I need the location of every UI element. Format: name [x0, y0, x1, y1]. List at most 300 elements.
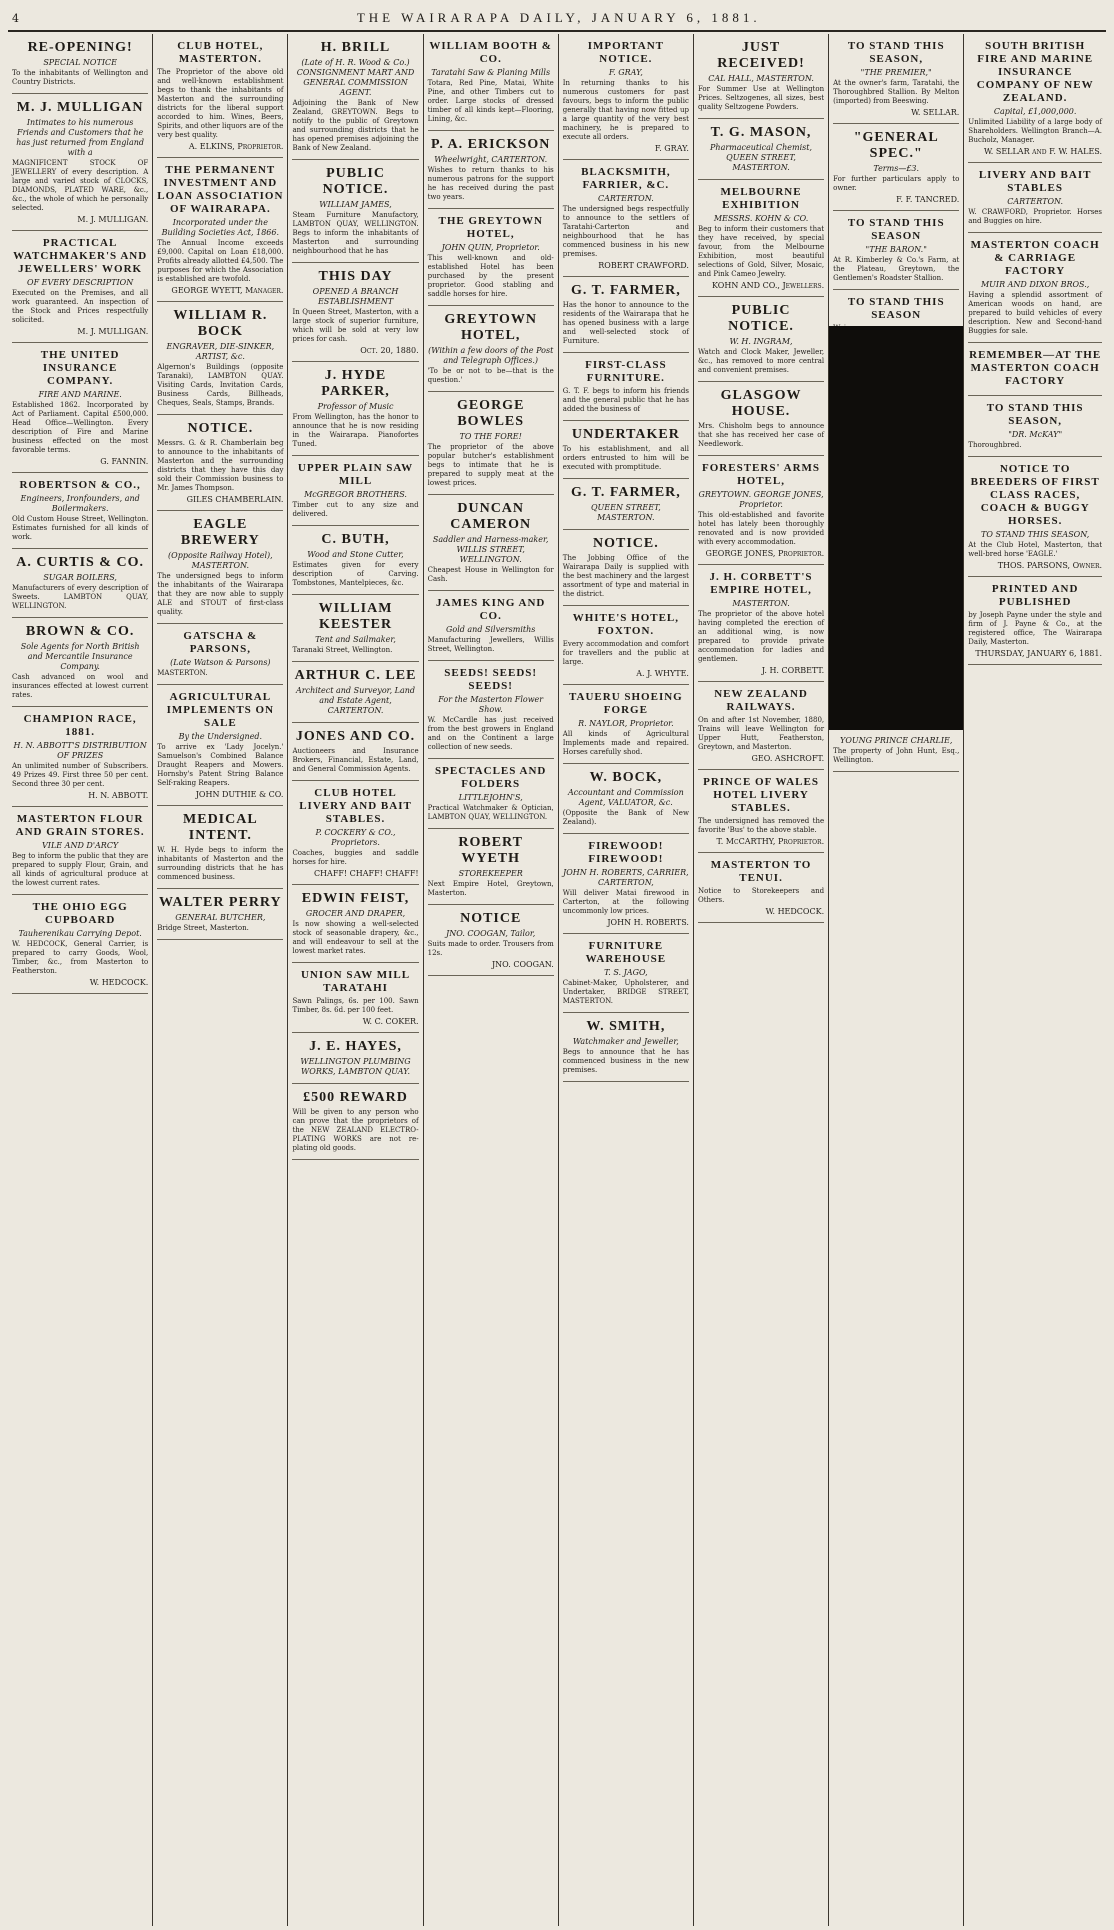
ad-body: The undersigned begs to inform the inhabitants of the Wairarapa that they are now able to supply ALE and STOUT of first-class quality.: [157, 572, 284, 616]
ad-body: In returning thanks to his numerous customers for past favours, begs to inform the public generally that having now fitted up a large quantity of the very best machinery, he is prepared to execute all orders.: [562, 79, 689, 141]
ad-title: J. E. HAYES,: [309, 1039, 402, 1054]
ad-subtitle: GREYTOWN. GEORGE JONES, Proprietor.: [698, 490, 824, 509]
advertisement: [833, 124, 959, 211]
advertisement: [563, 1013, 689, 1082]
ad-title: BROWN & CO.: [25, 624, 135, 639]
ad-title: UNDERTAKER: [571, 427, 680, 442]
masthead: [8, 6, 1106, 32]
advertisement: [292, 160, 418, 263]
ad-subtitle: Tent and Sailmaker,: [315, 635, 396, 644]
ad-signature: JNO. COOGAN.: [491, 960, 554, 969]
ad-title: THE PERMANENT INVESTMENT AND LOAN ASSOCIATION OF WAIRARAPA.: [157, 164, 284, 215]
ad-title: ROBERTSON & CO.,: [19, 479, 141, 491]
ad-body: Auctioneers and Insurance Brokers, Financial, Estate, Land, and General Commission Agents.: [292, 747, 419, 773]
advertisement: [157, 415, 283, 511]
ad-subtitle: ENGRAVER, DIE-SINKER, ARTIST, &c.: [166, 342, 275, 361]
ad-subtitle: H. N. ABBOTT'S DISTRIBUTION OF PRIZES: [13, 741, 147, 760]
ad-title: MELBOURNE EXHIBITION: [720, 186, 802, 211]
ad-subtitle: STOREKEEPER: [458, 869, 523, 878]
ad-body: Taranaki Street, Wellington.: [292, 646, 393, 654]
page-number: 4: [12, 11, 22, 25]
advertisement: [292, 781, 418, 885]
redacted-block: [829, 326, 964, 730]
ad-body: At R. Kimberley & Co.'s Farm, at the Plateau, Greytown, the Gentlemen's Roadster Stallion.: [833, 256, 960, 282]
advertisement: [157, 34, 283, 158]
ad-body: W. CRAWFORD, Proprietor. Horses and Buggies on hire.: [968, 208, 1103, 225]
ad-title: ARTHUR C. LEE: [294, 668, 417, 683]
ad-subtitle: For the Masterton Flower Show.: [438, 695, 544, 714]
column-3: [288, 34, 423, 1926]
advertisement: [563, 530, 689, 606]
ad-subtitle: R. NAYLOR, Proprietor.: [578, 719, 674, 728]
ad-title: A. CURTIS & CO.: [16, 555, 144, 570]
ad-subtitle: P. COCKERY & CO., Proprietors.: [315, 828, 396, 847]
ad-body: Manufacturers of every description of Sweets. LAMBTON QUAY, WELLINGTON.: [12, 584, 149, 610]
ad-signature: F. F. TANCRED.: [896, 195, 960, 204]
ad-title: AGRICULTURAL IMPLEMENTS ON SALE: [166, 691, 275, 729]
ad-title: H. BRILL: [320, 40, 391, 55]
ad-body: Begs to announce that he has commenced business in the new premises.: [562, 1048, 689, 1074]
ad-title: T. G. MASON,: [710, 125, 812, 140]
advertisement: [428, 661, 554, 759]
ad-body: Beg to inform their customers that they have received, by special favour, from the Melbourne Exhibition, most beautiful selections of Gold, Silver, Mosaic, and Pink Cameo Jewelry.: [697, 225, 825, 278]
advertisement: [563, 479, 689, 530]
ad-subtitle: Taratahi Saw & Planing Mills: [431, 68, 551, 77]
ad-subtitle: Professor of Music: [317, 402, 394, 411]
ad-subtitle: Tauherenikau Carrying Depot.: [18, 929, 142, 938]
advertisement: [12, 895, 148, 994]
advertisement: [292, 456, 418, 526]
ad-body: Coaches, buggies and saddle horses for hire.: [292, 849, 419, 866]
ad-signature: KOHN AND CO., Jewellers.: [712, 281, 825, 290]
ad-subtitle: MESSRS. KOHN & CO.: [713, 214, 809, 223]
advertisement: [292, 263, 418, 362]
advertisement: [698, 853, 824, 923]
ad-body: Estimates given for every description of Carving. Tombstones, Mantelpieces, &c.: [292, 561, 419, 587]
ad-body: Will deliver Matai firewood in Carterton, at the following uncommonly low prices.: [562, 889, 689, 915]
ad-subtitle: Engineers, Ironfounders, and Boilermakers.: [20, 494, 140, 513]
advertisement: [563, 834, 689, 934]
ad-title: TO STAND THIS SEASON: [847, 296, 945, 321]
ad-body: W. McCardle has just received from the best growers in England and on the Continent a large collection of new seeds.: [427, 716, 554, 751]
ad-title: PUBLIC NOTICE.: [728, 303, 794, 334]
ad-subtitle: Accountant and Commission Agent, VALUATOR, &c.: [567, 788, 684, 807]
advertisement: [563, 421, 689, 479]
advertisement: [833, 34, 959, 124]
ad-subtitle: Sole Agents for North British and Mercantile Insurance Company.: [20, 642, 140, 671]
ad-subtitle: WELLINGTON PLUMBING WORKS, LAMBTON QUAY.: [300, 1057, 411, 1076]
advertisement: [698, 770, 824, 853]
ad-title: SPECTACLES AND FOLDERS: [435, 765, 547, 790]
advertisement: [563, 353, 689, 421]
advertisement: [698, 682, 824, 770]
advertisement: [428, 392, 554, 495]
advertisement: [698, 297, 824, 382]
advertisement: [292, 34, 418, 160]
advertisement: [698, 119, 824, 180]
ad-body: The undersigned begs respectfully to announce to the settlers of Taratahi-Carterton and neighbourhood that he has commenced business in his new premises.: [562, 205, 689, 258]
ad-subtitle: OPENED A BRANCH ESTABLISHMENT: [312, 287, 399, 306]
advertisement: [292, 885, 418, 963]
advertisement: [968, 163, 1102, 233]
column-8: [964, 34, 1106, 1926]
ad-subtitle: GROCER AND DRAPER,: [305, 909, 406, 918]
column-2: [153, 34, 288, 1926]
advertisement: [12, 94, 148, 231]
advertisement: [12, 807, 148, 895]
ad-body: (Opposite the Bank of New Zealand).: [562, 809, 689, 826]
ad-title: GLASGOW HOUSE.: [720, 388, 802, 419]
ad-signature: W. HEDCOCK.: [765, 907, 825, 916]
advertisement: [428, 209, 554, 306]
ad-body: MAGNIFICENT STOCK OF JEWELLERY of every description. A large and varied stock of CLOCKS, DIAMONDS, PLATED WARE, &c., &c., the whole of which he personally selected.: [12, 159, 149, 212]
ad-signature: GEO. ASHCROFT.: [751, 754, 825, 763]
advertisement: [968, 457, 1102, 577]
advertisement: [292, 662, 418, 723]
ad-body: At the Club Hotel, Masterton, that well-bred horse 'EAGLE.': [968, 541, 1103, 558]
ad-body: Steam Furniture Manufactory, LAMBTON QUAY, WELLINGTON. Begs to inform the inhabitants of Masterton and surrounding neighbourhood that he has: [292, 211, 419, 255]
ad-signature: ROBERT CRAWFORD.: [598, 261, 689, 270]
advertisement: [12, 707, 148, 807]
advertisement: [968, 396, 1102, 457]
advertisement: [157, 511, 283, 624]
ad-subtitle: Architect and Surveyor, Land and Estate Agent, CARTERTON.: [296, 686, 416, 715]
ad-signature: H. N. ABBOTT.: [88, 791, 149, 800]
ad-subtitle: (Late of H. R. Wood & Co.) CONSIGNMENT MART AND GENERAL COMMISSION AGENT.: [296, 58, 415, 97]
ad-body: Next Empire Hotel, Greytown, Masterton.: [427, 880, 554, 897]
ad-subtitle: TO THE FORE!: [459, 432, 522, 441]
ad-title: JAMES KING AND CO.: [436, 597, 546, 622]
ad-title: RE-OPENING!: [27, 40, 133, 55]
ad-body: To his establishment, and all orders entrusted to him will be executed with promptitude.: [562, 445, 689, 471]
advertisement: [157, 806, 283, 889]
ad-title: W. SMITH,: [586, 1019, 666, 1034]
ad-body: To the inhabitants of Wellington and Country Districts.: [12, 69, 149, 86]
ad-title: WILLIAM KEESTER: [318, 601, 393, 632]
ad-subtitle: QUEEN STREET, MASTERTON.: [590, 503, 661, 522]
ad-body: Practical Watchmaker & Optician, LAMBTON QUAY, WELLINGTON.: [427, 804, 554, 821]
ad-signature: CHAFF! CHAFF! CHAFF!: [313, 869, 419, 878]
ad-body: Has the honor to announce to the residents of the Wairarapa that he has opened business with a large and well-selected stock of Furniture.: [562, 301, 689, 345]
ad-title: J. HYDE PARKER,: [321, 368, 390, 399]
ad-subtitle: SUGAR BOILERS,: [43, 573, 117, 582]
advertisement: [157, 158, 283, 302]
ad-body: Thoroughbred.: [968, 441, 1022, 449]
ad-title: GATSCHA & PARSONS,: [183, 630, 258, 655]
ad-subtitle: VILE AND D'ARCY: [42, 841, 119, 850]
advertisement: [968, 343, 1102, 396]
ad-body: The Proprietor of the above old and well-known establishment begs to thank the inhabitants of Masterton and the surrounding districts for the liberal support accorded to him. Wines, Beers, Spirits, and other liquors are of the very best quality.: [157, 68, 284, 139]
ad-body: Suits made to order. Trousers from 12s.: [427, 940, 554, 957]
ad-body: An unlimited number of Subscribers. 49 Prizes 49. First three 50 per cent. Second three 30 per cent.: [12, 762, 149, 788]
advertisement: [563, 764, 689, 834]
ad-subtitle: YOUNG PRINCE CHARLIE,: [840, 736, 953, 745]
ad-body: MASTERTON.: [157, 669, 208, 677]
ad-body: For further particulars apply to owner.: [833, 175, 960, 192]
advertisement: [968, 577, 1102, 665]
ad-title: THE UNITED INSURANCE COMPANY.: [40, 349, 120, 387]
ad-title: CLUB HOTEL, MASTERTON.: [177, 40, 264, 65]
ad-subtitle: "THE BARON.": [865, 245, 927, 254]
advertisement: [428, 759, 554, 829]
ad-title: G. T. FARMER,: [570, 283, 681, 298]
ad-title: C. BUTH,: [321, 532, 390, 547]
ad-body: At the owner's farm, Taratahi, the Thoroughbred Stallion. By Melton (imported) from Beeswing.: [833, 79, 960, 105]
ad-signature: JOHN DUTHIE & CO.: [195, 790, 284, 799]
advertisement: [12, 231, 148, 343]
advertisement: [563, 34, 689, 160]
ad-body: Cabinet-Maker, Upholsterer, and Undertaker, BRIDGE STREET, MASTERTON.: [562, 979, 689, 1005]
ad-title: DUNCAN CAMERON: [450, 501, 532, 532]
ad-title: PUBLIC NOTICE.: [322, 166, 389, 197]
ad-subtitle: TO STAND THIS SEASON,: [981, 530, 1090, 539]
ad-subtitle: Watchmaker and Jeweller,: [572, 1037, 679, 1046]
ad-subtitle: By the Undersigned.: [178, 732, 263, 741]
ad-subtitle: Incorporated under the Building Societies Act, 1866.: [161, 218, 280, 237]
ad-body: 'To be or not to be—that is the question.': [427, 367, 554, 384]
ad-subtitle: Saddler and Harness-maker, WILLIS STREET, WELLINGTON.: [432, 535, 549, 564]
ad-title: JONES AND CO.: [295, 729, 416, 744]
ad-body: Every accommodation and comfort for travellers and the public at large.: [562, 640, 689, 666]
ad-body: Sawn Palings, 6s. per 100. Sawn Timber, 8s. 6d. per 100 feet.: [292, 997, 419, 1014]
ad-title: MEDICAL INTENT.: [183, 812, 258, 843]
ad-subtitle: JOHN H. ROBERTS, CARRIER, CARTERTON,: [563, 868, 689, 887]
ad-body: Totara, Red Pine, Matai, White Pine, and other Timbers cut to order. Large stocks of dressed timber of all kinds kept—Flooring, Lining, &c.: [427, 79, 554, 123]
ad-signature: THURSDAY, JANUARY 6, 1881.: [975, 649, 1103, 658]
ad-body: Algernon's Buildings (opposite Taranaki), LAMBTON QUAY. Visiting Cards, Invitation Cards, Business Cards, Billheads, Cheques, Seals, Stamps, Brands.: [157, 363, 284, 407]
ad-signature: GEORGE WYETT, Manager.: [171, 286, 284, 295]
ad-subtitle: W. H. INGRAM,: [729, 337, 793, 346]
advertisement: [12, 34, 148, 94]
ad-title: "GENERAL SPEC.": [853, 130, 939, 161]
advertisement: [292, 1033, 418, 1084]
ad-signature: G. FANNIN.: [100, 457, 149, 466]
advertisement: [157, 624, 283, 685]
advertisement: [428, 829, 554, 905]
masthead-spacer: [1096, 12, 1103, 25]
ad-title: PRINTED AND PUBLISHED: [991, 583, 1079, 608]
ad-title: LIVERY AND BAIT STABLES: [978, 169, 1092, 194]
ad-body: W. H. Hyde begs to inform the inhabitants of Masterton and the surrounding districts that he has commenced business.: [157, 846, 284, 881]
ad-subtitle: Wood and Stone Cutter,: [307, 550, 404, 559]
ad-subtitle: (Opposite Railway Hotel), MASTERTON.: [168, 551, 273, 570]
ad-title: MASTERTON FLOUR AND GRAIN STORES.: [15, 813, 145, 838]
ad-signature: A. J. WHYTE.: [636, 669, 689, 678]
advertisement: [698, 180, 824, 297]
advertisement: [292, 362, 418, 456]
advertisement: [698, 382, 824, 456]
ad-signature: A. ELKINS, Proprietor.: [188, 142, 284, 151]
ad-title: ROBERT WYETH: [458, 835, 524, 866]
ad-title: TO STAND THIS SEASON: [847, 217, 945, 242]
ad-subtitle: "DR. McKAY": [1008, 430, 1063, 439]
ad-body: Wishes to return thanks to his numerous patrons for the support he has received during the past two years.: [427, 166, 554, 201]
ad-title: SOUTH BRITISH FIRE AND MARINE INSURANCE COMPANY OF NEW ZEALAND.: [976, 40, 1094, 104]
ad-subtitle: Gold and Silversmiths: [445, 625, 536, 634]
advertisement: [563, 160, 689, 277]
ad-subtitle: JNO. COOGAN, Tailor,: [446, 929, 536, 938]
advertisement: [428, 306, 554, 392]
ad-body: The Annual Income exceeds £9,000. Capital on Loan £18,000. Profits already allotted £4,500. The purposes for which the Association is established are twofold.: [157, 239, 284, 283]
ad-subtitle: T. S. JAGO,: [604, 968, 648, 977]
ad-title: MASTERTON TO TENUI.: [710, 859, 812, 884]
ad-title: THE GREYTOWN HOTEL,: [438, 215, 543, 240]
ad-title: SEEDS! SEEDS! SEEDS!: [444, 667, 538, 692]
ad-subtitle: CARTERTON.: [1007, 197, 1064, 206]
ad-body: Adjoining the Bank of New Zealand, GREYTOWN. Begs to notify to the public of Greytown and surrounding districts that he has opened premises adjoining the Bank of New Zealand.: [292, 99, 419, 152]
ad-title: UPPER PLAIN SAW MILL: [297, 462, 414, 487]
ad-subtitle: MUIR AND DIXON BROS.,: [980, 280, 1090, 289]
ad-signature: W. C. COKER.: [362, 1017, 419, 1026]
advertisement: [292, 595, 418, 662]
ad-title: JUST RECEIVED!: [717, 40, 805, 71]
ad-title: THE OHIO EGG CUPBOARD: [32, 901, 128, 926]
advertisement: [698, 565, 824, 682]
ad-subtitle: GENERAL BUTCHER,: [175, 913, 266, 922]
ad-title: WILLIAM R. BOCK: [173, 308, 268, 339]
ad-signature: W. SELLAR and F. W. HALES.: [983, 147, 1103, 156]
ad-title: NOTICE.: [187, 421, 254, 436]
advertisement: [563, 277, 689, 353]
ad-signature: T. McCARTHY, Proprietor.: [716, 837, 825, 846]
ad-subtitle: Intimates to his numerous Friends and Customers that he has just returned from England with a: [16, 118, 145, 157]
ad-title: J. H. CORBETT'S EMPIRE HOTEL,: [709, 571, 813, 596]
ad-title: UNION SAW MILL TARATAHI: [300, 969, 411, 994]
ad-signature: W. HEDCOCK.: [89, 978, 149, 987]
ad-title: NOTICE TO BREEDERS OF FIRST CLASS RACES, COACH & BUGGY HORSES.: [970, 463, 1100, 527]
ad-title: REMEMBER—AT THE MASTERTON COACH FACTORY: [969, 349, 1102, 387]
advertisement: [157, 302, 283, 415]
ad-body: Having a splendid assortment of American woods on hand, are prepared to build vehicles of every description. New and Second-hand Buggies for sale.: [968, 291, 1103, 335]
ad-title: EDWIN FEIST,: [301, 891, 410, 906]
ad-subtitle: Capital, £1,000,000.: [993, 107, 1077, 116]
ad-signature: GEORGE JONES, Proprietor.: [705, 549, 825, 558]
ad-body: Messrs. G. & R. Chamberlain beg to announce to the inhabitants of Masterton and the surrounding districts that they have this day sold their Commission business to Mr. James Thompson.: [157, 439, 284, 492]
ad-subtitle: F. GRAY,: [608, 68, 643, 77]
ad-subtitle: JOHN QUIN, Proprietor.: [441, 243, 540, 252]
advertisement: [698, 456, 824, 565]
advertisement: [292, 526, 418, 595]
ad-body: Beg to inform the public that they are prepared to supply Flour, Grain, and all kinds of agricultural produce at the lowest current rates.: [12, 852, 149, 887]
ad-body: All kinds of Agricultural Implements made and repaired. Horses carefully shod.: [562, 730, 689, 756]
ad-signature: Oct. 20, 1880.: [360, 346, 419, 355]
advertisement: [968, 34, 1102, 163]
ad-body: Watch and Clock Maker, Jeweller, &c., has removed to more central and convenient premises.: [697, 348, 825, 374]
ad-body: This old-established and favorite hotel has lately been thoroughly renovated and is now provided with every accommodation.: [697, 511, 825, 546]
ad-body: The undersigned has removed the favorite 'Bus' to the above stable.: [697, 817, 825, 834]
ad-body: W. HEDCOCK, General Carrier, is prepared to carry Goods, Wool, Timber, &c., from Masterton to Featherston.: [12, 940, 149, 975]
ad-body: Established 1862. Incorporated by Act of Parliament. Capital £500,000. Head Office—Wellington. Every description of Fire and Marine business effected on the most favorable terms.: [12, 401, 149, 454]
ad-body: The proprietor of the above popular butcher's establishment begs to intimate that he is prepared to supply meat at the lowest prices.: [427, 443, 554, 487]
ad-title: FURNITURE WAREHOUSE: [585, 940, 667, 965]
ad-body: Cash advanced on wool and insurances effected at lowest current rates.: [12, 673, 149, 699]
ad-body: On and after 1st November, 1880, Trains will leave Wellington for Upper Hutt, Featherston, Greytown, and Masterton.: [697, 716, 825, 751]
advertisement: [428, 905, 554, 976]
ad-body: Executed on the Premises, and all work guaranteed. An inspection of the Stock and Prices respectfully solicited.: [12, 289, 149, 324]
ad-title: FIRST-CLASS FURNITURE.: [585, 359, 667, 384]
advertisement: [428, 495, 554, 591]
ad-title: BLACKSMITH, FARRIER, &C.: [581, 166, 671, 191]
ad-subtitle: SPECIAL NOTICE: [43, 58, 117, 67]
advertisement: [563, 606, 689, 685]
ad-subtitle: Pharmaceutical Chemist, QUEEN STREET, MASTERTON.: [710, 143, 813, 172]
ad-title: NOTICE.: [593, 536, 659, 551]
ad-title: THIS DAY: [318, 269, 393, 284]
ad-title: FIREWOOD! FIREWOOD!: [588, 840, 664, 865]
ad-signature: THOS. PARSONS, Owner.: [997, 561, 1103, 570]
ad-title: FORESTERS' ARMS HOTEL,: [702, 462, 821, 487]
advertisement: [563, 934, 689, 1013]
ad-title: NOTICE: [460, 911, 522, 926]
column-5: [559, 34, 694, 1926]
ad-signature: JOHN H. ROBERTS.: [607, 918, 689, 927]
ad-title: IMPORTANT NOTICE.: [587, 40, 664, 65]
ad-body: by Joseph Payne under the style and firm of J. Payne & Co., at the registered office, The Wairarapa Daily, Masterton.: [968, 611, 1103, 646]
ad-title: M. J. MULLIGAN: [16, 100, 144, 115]
advertisement: [968, 233, 1102, 343]
ad-body: Will be given to any person who can prove that the proprietors of the NEW ZEALAND ELECTRO-PLATING WORKS are not re-plating old goods.: [292, 1108, 419, 1152]
ad-title: WILLIAM BOOTH & CO.: [429, 40, 552, 65]
ad-body: For Summer Use at Wellington Prices. Seltzogenes, all sizes, best quality Seltzogene Powders.: [697, 85, 825, 111]
ad-title: TO STAND THIS SEASON,: [847, 40, 945, 65]
advertisement: [428, 591, 554, 661]
ad-title: W. BOCK,: [589, 770, 663, 785]
ad-title: WALTER PERRY: [159, 895, 282, 910]
ad-title: GREYTOWN HOTEL,: [444, 312, 537, 343]
advertisement: [157, 889, 283, 940]
ad-body: In Queen Street, Masterton, with a large stock of superior furniture, which will be sold at very low prices for cash.: [292, 308, 419, 343]
ad-body: The property of John Hunt, Esq., Wellington.: [833, 747, 960, 764]
ad-signature: M. J. MULLIGAN.: [77, 327, 149, 336]
ad-body: Manufacturing Jewellers, Willis Street, Wellington.: [427, 636, 554, 653]
ad-subtitle: WILLIAM JAMES,: [319, 200, 392, 209]
ad-subtitle: CARTERTON.: [597, 194, 654, 203]
column-7: [829, 34, 964, 1926]
ad-body: Old Custom House Street, Wellington. Estimates furnished for all kinds of work.: [12, 515, 149, 541]
ad-title: G. T. FARMER,: [570, 485, 681, 500]
ad-body: The proprietor of the above hotel having completed the erection of an additional wing, is now prepared to provide private accommodation for ladies and gentlemen.: [697, 610, 825, 663]
ad-body: Timber cut to any size and delivered.: [292, 501, 419, 518]
advertisement: [12, 549, 148, 618]
ad-title: CLUB HOTEL LIVERY AND BAIT STABLES.: [299, 787, 412, 825]
ad-body: From Wellington, has the honor to announce that he is now residing in the Wairarapa. Pianofortes Tuned.: [292, 413, 419, 448]
ad-signature: W. SELLAR.: [911, 108, 960, 117]
ad-title: WHITE'S HOTEL, FOXTON.: [572, 612, 680, 637]
ad-signature: M. J. MULLIGAN.: [77, 215, 149, 224]
ad-title: PRINCE OF WALES HOTEL LIVERY STABLES.: [703, 776, 819, 814]
ad-title: NEW ZEALAND RAILWAYS.: [714, 688, 808, 713]
columns: [8, 34, 1106, 1926]
advertisement: [292, 963, 418, 1033]
advertisement: [428, 131, 554, 209]
ad-body: Cheapest House in Wellington for Cash.: [427, 566, 554, 583]
column-6: [694, 34, 829, 1926]
ad-subtitle: LITTLEJOHN'S,: [458, 793, 523, 802]
advertisement: [833, 211, 959, 290]
ad-body: Notice to Storekeepers and Others.: [697, 887, 825, 904]
advertisement: [698, 34, 824, 119]
ad-title: CHAMPION RACE, 1881.: [23, 713, 137, 738]
advertisement: [563, 685, 689, 764]
ad-subtitle: OF EVERY DESCRIPTION: [27, 278, 134, 287]
ad-title: P. A. ERICKSON: [431, 137, 551, 152]
masthead-title: THE WAIRARAPA DAILY, JANUARY 6, 1881.: [356, 10, 761, 25]
ad-signature: J. H. CORBETT.: [761, 666, 825, 675]
ad-body: Is now showing a well-selected stock of seasonable drapery, &c., and will endeavour to sell at the lowest market rates.: [292, 920, 419, 955]
ad-subtitle: "THE PREMIER,": [860, 68, 932, 77]
ad-title: TAUERU SHOEING FORGE: [569, 691, 683, 716]
ad-signature: F. GRAY.: [654, 144, 689, 153]
